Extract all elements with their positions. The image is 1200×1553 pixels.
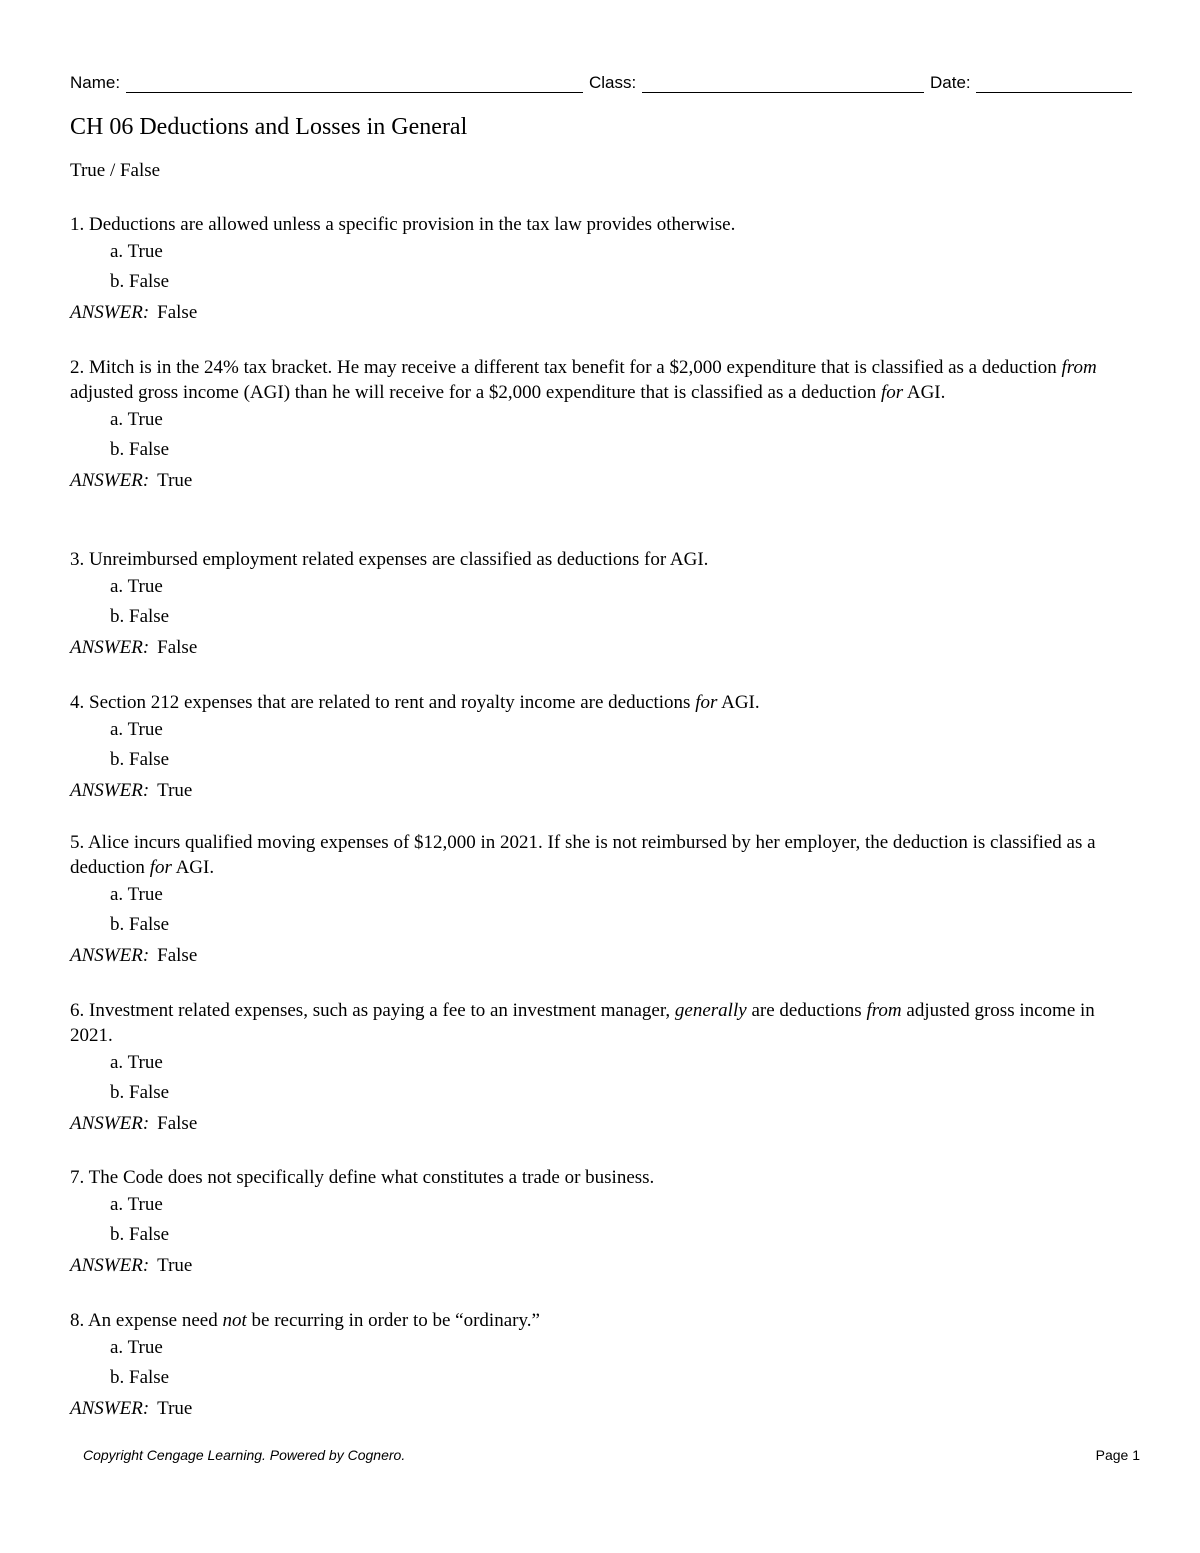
answer-line <box>70 632 1132 663</box>
question-text: Investment related expenses, such as paying a fee to an investment manager, <box>89 1000 675 1021</box>
answer-value: True <box>157 780 193 801</box>
name-label: Name: <box>70 73 121 92</box>
answer-value: False <box>157 945 198 966</box>
class-label: Class: <box>589 73 637 92</box>
answer-label: ANSWER: <box>70 780 150 801</box>
option-true[interactable]: a. True <box>110 1194 163 1215</box>
question-stem <box>70 998 1132 1048</box>
answer-line <box>70 297 1132 328</box>
emphasized-text: not <box>222 1310 247 1331</box>
question-stem <box>70 1165 1132 1190</box>
class-field[interactable] <box>642 92 924 93</box>
answer-line <box>70 1250 1132 1281</box>
question-1 <box>70 212 1132 328</box>
question-text: The Code does not specifically define what constitutes a trade or business. <box>88 1167 655 1188</box>
question-text: are deductions <box>746 1000 867 1021</box>
question-number: 7. <box>70 1167 85 1188</box>
page-title: CH 06 Deductions and Losses in General <box>70 114 468 140</box>
option-true[interactable]: a. True <box>110 884 163 905</box>
answer-line <box>70 1393 1132 1424</box>
question-text: Alice incurs qualified moving expenses of $12,000 in 2021. If she is not reimbursed by her employer, the deduction is classified as a deduction <box>70 832 1096 878</box>
option-true[interactable]: a. True <box>110 409 163 430</box>
answer-value: True <box>157 470 193 491</box>
answer-label: ANSWER: <box>70 1255 150 1276</box>
answer-line <box>70 465 1132 496</box>
question-text: adjusted gross income in 2021. <box>70 1000 1095 1046</box>
option-true[interactable]: a. True <box>110 1052 163 1073</box>
option-false[interactable]: b. False <box>110 1224 170 1245</box>
question-5 <box>70 830 1132 971</box>
question-number: 8. <box>70 1310 85 1331</box>
question-text: Section 212 expenses that are related to rent and royalty income are deductions <box>89 692 696 713</box>
date-field[interactable] <box>976 92 1132 93</box>
answer-value: True <box>157 1255 193 1276</box>
question-number: 3. <box>70 549 85 570</box>
question-6 <box>70 998 1132 1139</box>
question-3 <box>70 547 1132 663</box>
question-text: be recurring in order to be “ordinary.” <box>246 1310 540 1331</box>
emphasized-text: from <box>866 1000 902 1021</box>
question-number: 6. <box>70 1000 85 1021</box>
answer-line <box>70 940 1132 971</box>
option-false[interactable]: b. False <box>110 271 170 292</box>
answer-label: ANSWER: <box>70 302 150 323</box>
emphasized-text: from <box>1061 357 1097 378</box>
answer-label: ANSWER: <box>70 1113 150 1134</box>
question-stem <box>70 690 1132 715</box>
question-text: Mitch is in the 24% tax bracket. He may receive a different tax benefit for a $2,000 expenditure that is classified as a deduction <box>89 357 1062 378</box>
question-text: AGI. <box>171 857 215 878</box>
question-stem <box>70 355 1132 405</box>
question-number: 1. <box>70 214 85 235</box>
question-text: adjusted gross income (AGI) than he will receive for a $2,000 expenditure that is classified as a deduction <box>70 382 881 403</box>
question-7 <box>70 1165 1132 1281</box>
answer-label: ANSWER: <box>70 1398 150 1419</box>
answer-value: True <box>157 1398 193 1419</box>
answer-line <box>70 775 1132 806</box>
option-false[interactable]: b. False <box>110 606 170 627</box>
option-false[interactable]: b. False <box>110 439 170 460</box>
question-text: An expense need <box>87 1310 223 1331</box>
question-text: Deductions are allowed unless a specific provision in the tax law provides otherwise. <box>89 214 736 235</box>
option-false[interactable]: b. False <box>110 1367 170 1388</box>
emphasized-text: for <box>149 857 172 878</box>
option-true[interactable]: a. True <box>110 719 163 740</box>
option-true[interactable]: a. True <box>110 1337 163 1358</box>
question-stem <box>70 830 1132 880</box>
question-number: 2. <box>70 357 85 378</box>
emphasized-text: generally <box>674 1000 747 1021</box>
question-stem <box>70 212 1132 237</box>
question-text: AGI. <box>717 692 760 713</box>
answer-value: False <box>157 1113 198 1134</box>
name-field[interactable] <box>126 92 583 93</box>
name-class-date-header <box>70 70 1132 96</box>
answer-line <box>70 1108 1132 1139</box>
answer-label: ANSWER: <box>70 945 150 966</box>
question-2 <box>70 355 1132 496</box>
answer-value: False <box>157 637 198 658</box>
option-false[interactable]: b. False <box>110 749 170 770</box>
option-true[interactable]: a. True <box>110 241 163 262</box>
answer-label: ANSWER: <box>70 637 150 658</box>
option-false[interactable]: b. False <box>110 914 170 935</box>
section-heading: True / False <box>70 160 161 181</box>
emphasized-text: for <box>880 382 904 403</box>
question-text: Unreimbursed employment related expenses are classified as deductions for AGI. <box>89 549 709 570</box>
answer-value: False <box>157 302 198 323</box>
question-4 <box>70 690 1132 806</box>
question-number: 5. <box>70 832 85 853</box>
question-text: AGI. <box>903 382 946 403</box>
question-number: 4. <box>70 692 85 713</box>
option-true[interactable]: a. True <box>110 576 163 597</box>
page-number: Page 1 <box>1095 1447 1140 1463</box>
option-false[interactable]: b. False <box>110 1082 170 1103</box>
emphasized-text: for <box>695 692 718 713</box>
question-8 <box>70 1308 1132 1424</box>
question-stem <box>70 547 1132 572</box>
copyright-footer: Copyright Cengage Learning. Powered by Cognero. <box>83 1447 406 1463</box>
answer-label: ANSWER: <box>70 470 150 491</box>
question-stem <box>70 1308 1132 1333</box>
date-label: Date: <box>930 73 971 92</box>
